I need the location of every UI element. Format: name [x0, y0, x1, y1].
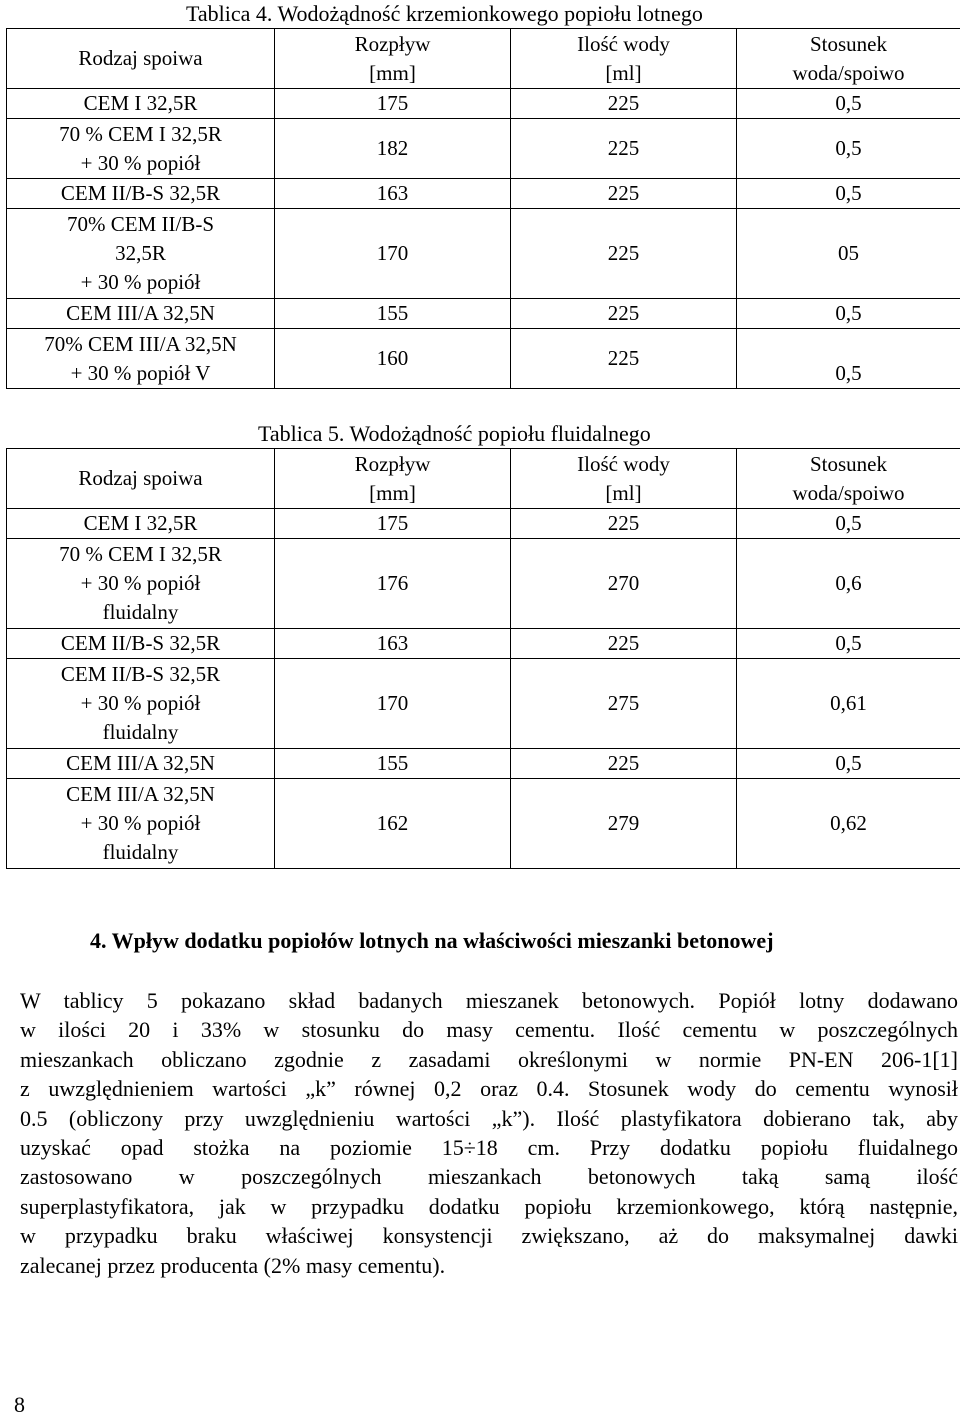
table4-cell: 0,5	[737, 119, 960, 179]
table4-cell: 163	[275, 179, 511, 209]
paragraph-line: uzyskać opad stożka na poziomie 15÷18 cm. Przy dodatku popiołu fluidalnego	[20, 1135, 958, 1161]
table5-cell: 0,61	[737, 659, 960, 749]
table5-cell: 225	[511, 749, 737, 779]
table4-cell: 225	[511, 299, 737, 329]
paragraph-line: 0.5 (obliczony przy uwzględnieniu wartości „k”). Ilość plastyfikatora dobierano tak, aby	[20, 1105, 958, 1131]
table4	[6, 28, 960, 389]
table4-cell: 0,5	[737, 329, 960, 389]
table5-cell: 70 % CEM I 32,5R + 30 % popiół fluidalny	[7, 539, 275, 629]
table-row	[7, 179, 960, 209]
table5-cell: 155	[275, 749, 511, 779]
table4-cell: 170	[275, 209, 511, 299]
table4-cell: 155	[275, 299, 511, 329]
paragraph-line: superplastyfikatora, jak w przypadku dodatku popiołu krzemionkowego, którą następnie,	[20, 1193, 958, 1219]
table4-cell: 05	[737, 209, 960, 299]
table5-cell: 176	[275, 539, 511, 629]
table-row	[7, 539, 960, 629]
table5-cell: 170	[275, 659, 511, 749]
table4-cell: 225	[511, 179, 737, 209]
table5-cell: CEM III/A 32,5N	[7, 749, 275, 779]
section-paragraph	[20, 986, 958, 1280]
table5-cell: CEM II/B-S 32,5R + 30 % popiół fluidalny	[7, 659, 275, 749]
table4-cell: 225	[511, 89, 737, 119]
paragraph-line: z uwzględnieniem wartości „k” równej 0,2 oraz 0.4. Stosunek wody do cementu wynosił	[20, 1076, 958, 1102]
table4-header-row	[7, 29, 960, 89]
paragraph-line: mieszankach obliczano zgodnie z zasadami określonymi w normie PN-EN 206-1[1]	[20, 1046, 958, 1072]
page-number: 8	[14, 1392, 25, 1417]
table4-header-flow: Rozpływ [mm]	[275, 29, 511, 89]
table5-header-binder: Rodzaj spoiwa	[7, 449, 275, 509]
table4-cell: 225	[511, 329, 737, 389]
table4-cell: CEM III/A 32,5N	[7, 299, 275, 329]
table5-caption: Tablica 5. Wodożądność popiołu fluidalnego	[258, 421, 651, 446]
table5-cell: 225	[511, 509, 737, 539]
table4-cell: 0,5	[737, 299, 960, 329]
table-row	[7, 509, 960, 539]
table5-cell: CEM I 32,5R	[7, 509, 275, 539]
table4-header-water: Ilość wody [ml]	[511, 29, 737, 89]
table-row	[7, 299, 960, 329]
table4-cell: CEM II/B-S 32,5R	[7, 179, 275, 209]
paragraph-line: w przypadku braku właściwej konsystencji zwiększano, aż do maksymalnej dawki	[20, 1223, 958, 1249]
table4-header-ratio: Stosunek woda/spoiwo	[737, 29, 960, 89]
section-heading: 4. Wpływ dodatku popiołów lotnych na właściwości mieszanki betonowej	[90, 928, 774, 953]
table4-cell: 70% CEM II/B-S 32,5R + 30 % popiół	[7, 209, 275, 299]
table4-header-binder: Rodzaj spoiwa	[7, 29, 275, 89]
table-row	[7, 329, 960, 389]
table4-cell: 0,5	[737, 89, 960, 119]
table-row	[7, 659, 960, 749]
table5-cell: 0,6	[737, 539, 960, 629]
table4-cell: 225	[511, 209, 737, 299]
table-row	[7, 749, 960, 779]
table5-cell: 175	[275, 509, 511, 539]
table5-cell: 275	[511, 659, 737, 749]
table5-cell: 162	[275, 779, 511, 869]
table4-cell: 70 % CEM I 32,5R + 30 % popiół	[7, 119, 275, 179]
table4-cell: 160	[275, 329, 511, 389]
table5-header-water: Ilość wody [ml]	[511, 449, 737, 509]
paragraph-line: w ilości 20 i 33% w stosunku do masy cementu. Ilość cementu w poszczególnych	[20, 1017, 958, 1043]
table-row	[7, 779, 960, 869]
table4-caption: Tablica 4. Wodożądność krzemionkowego popiołu lotnego	[186, 1, 703, 26]
table-row	[7, 119, 960, 179]
table5-header-flow: Rozpływ [mm]	[275, 449, 511, 509]
table5-cell: 163	[275, 629, 511, 659]
table-row	[7, 89, 960, 119]
table4-cell: 225	[511, 119, 737, 179]
paragraph-line: W tablicy 5 pokazano skład badanych mieszanek betonowych. Popiół lotny dodawano	[20, 988, 958, 1013]
table5-cell: 0,5	[737, 509, 960, 539]
table5-cell: 279	[511, 779, 737, 869]
table-row	[7, 209, 960, 299]
table5-cell: CEM III/A 32,5N + 30 % popiół fluidalny	[7, 779, 275, 869]
table4-cell: CEM I 32,5R	[7, 89, 275, 119]
table4-cell: 0,5	[737, 179, 960, 209]
table5-header-row	[7, 449, 960, 509]
table5-cell: CEM II/B-S 32,5R	[7, 629, 275, 659]
table5-header-ratio: Stosunek woda/spoiwo	[737, 449, 960, 509]
table5	[6, 448, 960, 869]
table5-cell: 225	[511, 629, 737, 659]
table4-cell: 182	[275, 119, 511, 179]
paragraph-line: zalecanej przez producenta (2% masy cementu).	[20, 1252, 446, 1278]
table5-cell: 270	[511, 539, 737, 629]
table4-cell: 70% CEM III/A 32,5N + 30 % popiół V	[7, 329, 275, 389]
table4-cell: 175	[275, 89, 511, 119]
paragraph-line: zastosowano w poszczególnych mieszankach betonowych taką samą ilość	[20, 1164, 958, 1190]
table-row	[7, 629, 960, 659]
table5-cell: 0,5	[737, 629, 960, 659]
table5-cell: 0,62	[737, 779, 960, 869]
table5-cell: 0,5	[737, 749, 960, 779]
